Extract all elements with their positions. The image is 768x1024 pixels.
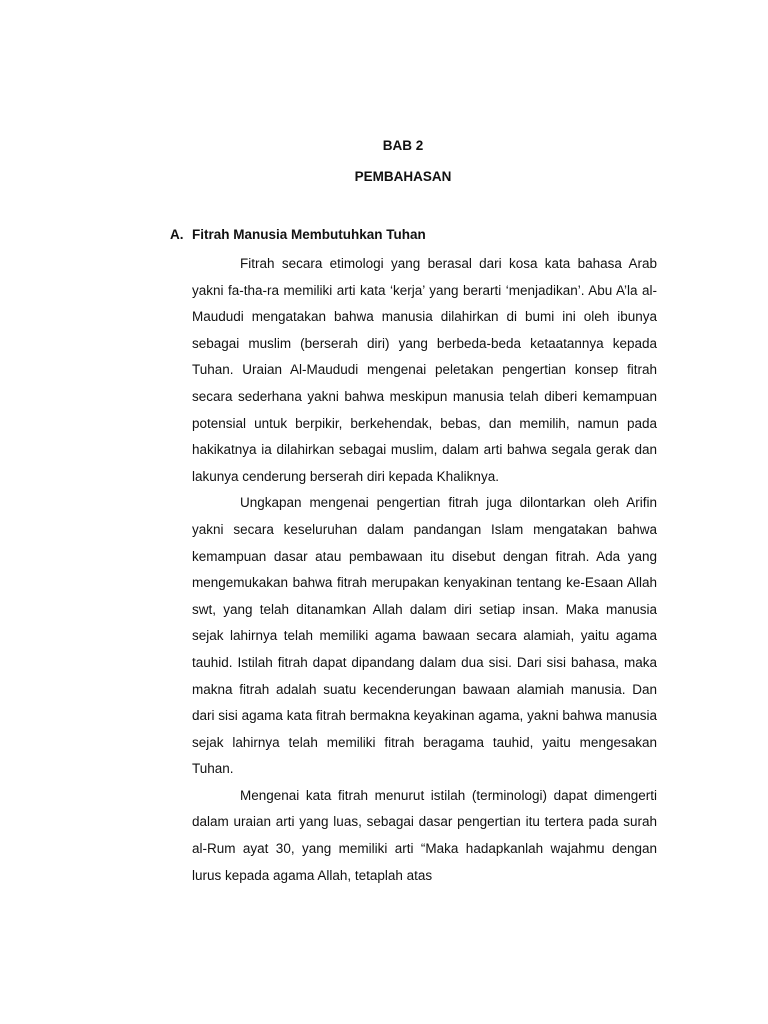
chapter-title: PEMBAHASAN [354, 169, 452, 184]
section-title: Fitrah Manusia Membutuhkan Tuhan [192, 227, 426, 242]
paragraph: Fitrah secara etimologi yang berasal dari kosa kata bahasa Arab yakni fa-tha-ra memiliki arti kata ‘kerja’ yang berarti ‘menjadikan’. Abu A’la al-Maududi mengatakan bahwa manusia dilahirkan di bumi ini oleh ibunya sebagai muslim (berserah diri) yang berbeda-beda ketaatannya kepada Tuhan. Uraian Al-Maududi mengenai peletakan pengertian konsep fitrah secara sederhana yakni bahwa meskipun manusia telah diberi kemampuan potensial untuk berpikir, berkehendak, bebas, dan memilih, namun pada hakikatnya ia dilahirkan sebagai muslim, dalam arti bahwa segala gerak dan lakunya cenderung berserah diri kepada Khaliknya. [192, 256, 657, 484]
paragraph: Mengenai kata fitrah menurut istilah (terminologi) dapat dimengerti dalam uraian arti yang luas, sebagai dasar pengertian itu tertera pada surah al-Rum ayat 30, yang memiliki arti “Maka hadapkanlah wajahmu dengan lurus kepada agama Allah, tetaplah atas [192, 787, 657, 883]
chapter-number: BAB 2 [382, 138, 424, 153]
body-text [192, 251, 657, 889]
section-heading [170, 227, 426, 242]
paragraph: Ungkapan mengenai pengertian fitrah juga dilontarkan oleh Arifin yakni secara keseluruhan dalam pandangan Islam mengatakan bahwa kemampuan dasar atau pembawaan itu disebut dengan fitrah. Ada yang mengemukakan bahwa fitrah merupakan kenyakinan tentang ke-Esaan Allah swt, yang telah ditanamkan Allah dalam diri setiap insan. Maka manusia sejak lahirnya telah memiliki agama bawaan secara alamiah, yaitu agama tauhid. Istilah fitrah dapat dipandang dalam dua sisi. Dari sisi bahasa, maka makna fitrah adalah suatu kecenderungan bawaan alamiah manusia. Dan dari sisi agama kata fitrah bermakna keyakinan agama, yakni bahwa manusia sejak lahirnya telah memiliki fitrah beragama tauhid, yaitu mengesakan Tuhan. [192, 495, 657, 777]
section-marker: A. [170, 227, 184, 242]
